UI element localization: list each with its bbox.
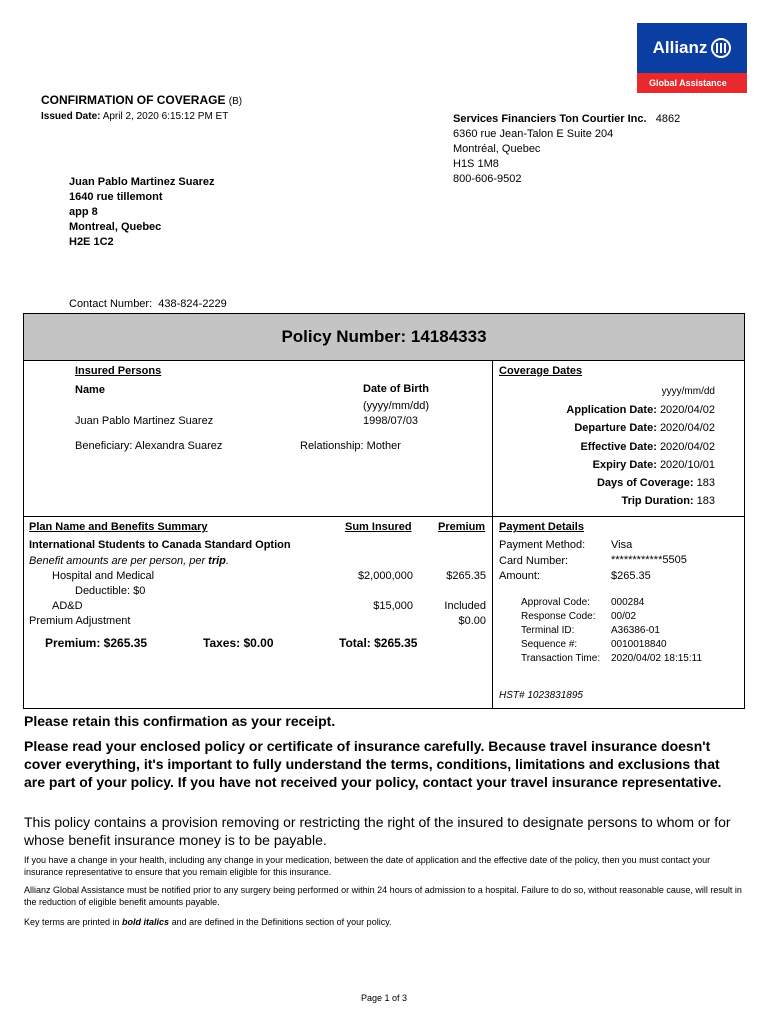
plan-name: International Students to Canada Standard Option [29, 539, 291, 551]
issued-date-value: April 2, 2020 6:15:12 PM ET [102, 111, 229, 122]
insured-person-name: Juan Pablo Martinez Suarez [75, 415, 214, 427]
payment-method-label: Payment Method: [499, 539, 586, 551]
coverage-value: 2020/04/02 [659, 404, 715, 416]
insured-name-header: Name [75, 384, 105, 396]
transaction-time-label: Transaction Time: [521, 653, 601, 664]
insured-person-dob: 1998/07/03 [363, 415, 419, 427]
column-divider [492, 360, 493, 709]
premium-total: Premium: $265.35 [45, 636, 148, 650]
plan-note [29, 555, 229, 567]
approval-code-value: 000284 [611, 597, 645, 608]
coverage-value: 183 [696, 477, 715, 489]
provision-notice: This policy contains a provision removing or restricting the right of the insured to designate persons to whom or for whose benefit insurance money is to be payable. [24, 814, 731, 848]
coverage-date-format: yyyy/mm/dd [661, 386, 715, 397]
sum-insured-header: Sum Insured [345, 521, 412, 533]
insured-dob-header: Date of Birth [363, 383, 429, 395]
beneficiary-relationship: Relationship: Mother [300, 440, 401, 452]
key-terms-prefix: Key terms are printed in [24, 917, 123, 927]
transaction-time-value: 2020/04/02 18:15:11 [611, 653, 703, 664]
issued-date [41, 111, 228, 122]
plan-note-term: trip [208, 555, 226, 567]
coverage-label: Trip Duration: [621, 495, 694, 507]
policy-number-value: 14184333 [410, 327, 487, 346]
insured-section-title: Insured Persons [75, 365, 162, 377]
coverage-value: 2020/04/02 [659, 422, 715, 434]
coverage-row [500, 495, 715, 507]
client-unit: app 8 [69, 206, 98, 218]
response-code-label: Response Code: [521, 611, 596, 622]
coverage-label: Application Date: [566, 404, 657, 416]
broker-phone: 800-606-9502 [453, 173, 522, 185]
key-terms-emphasis: bold italics [122, 917, 170, 927]
add-premium: Included [444, 600, 486, 612]
retain-notice: Please retain this confirmation as your receipt. [24, 713, 336, 729]
policy-number-header [24, 314, 744, 361]
coverage-row [500, 422, 715, 434]
sequence-label: Sequence #: [521, 639, 578, 650]
broker-city: Montréal, Quebec [453, 143, 541, 155]
coverage-label: Expiry Date: [592, 459, 657, 471]
card-number-value: ************5505 [611, 554, 687, 566]
insured-dob-format: (yyyy/mm/dd) [363, 400, 429, 412]
deductible: Deductible: $0 [75, 585, 146, 597]
hospital-label: Hospital and Medical [52, 570, 155, 582]
allianz-logo [637, 23, 747, 93]
plan-note-text: Benefit amounts are per person, per [29, 555, 209, 567]
coverage-label: Days of Coverage: [596, 477, 694, 489]
premium-header: Premium [438, 521, 486, 533]
coverage-label: Effective Date: [580, 441, 657, 453]
row-divider [24, 516, 744, 517]
payment-method-value: Visa [611, 539, 633, 551]
coverage-row [500, 441, 715, 453]
client-postal: H2E 1C2 [69, 236, 114, 248]
taxes-total: Taxes: $0.00 [203, 636, 274, 650]
coverage-value: 2020/04/02 [659, 441, 715, 453]
approval-code-label: Approval Code: [521, 597, 590, 608]
client-city: Montreal, Quebec [69, 221, 162, 233]
key-terms-notice [24, 916, 744, 928]
document-title-text: CONFIRMATION OF COVERAGE [41, 93, 226, 107]
sequence-value: 0010018840 [611, 639, 667, 650]
broker-name: Services Financiers Ton Courtier Inc. [453, 113, 647, 125]
add-sum: $15,000 [373, 600, 413, 612]
card-number-label: Card Number: [499, 555, 569, 567]
surgery-notice: Allianz Global Assistance must be notified prior to any surgery being performed or within 24 hours of admission to a hospital. Failure to do so, without reasonable cause, will result in the reduction of eligible benefit amounts payable. [24, 885, 742, 907]
adjustment-label: Premium Adjustment [29, 615, 131, 627]
payment-section-title: Payment Details [499, 521, 584, 533]
broker-address: 6360 rue Jean-Talon E Suite 204 [453, 128, 614, 140]
coverage-value: 2020/10/01 [659, 459, 715, 471]
response-code-value: 00/02 [611, 611, 637, 622]
plan-section-title: Plan Name and Benefits Summary [29, 521, 208, 533]
add-label: AD&D [52, 600, 83, 612]
client-name: Juan Pablo Martinez Suarez [69, 176, 215, 188]
logo-subtitle: Global Assistance [637, 73, 747, 93]
hospital-sum: $2,000,000 [357, 570, 413, 582]
coverage-label: Departure Date: [574, 422, 657, 434]
client-street: 1640 rue tillemont [69, 191, 163, 203]
policy-number-label: Policy Number: [281, 327, 407, 346]
read-policy-notice: Please read your enclosed policy or certificate of insurance carefully. Because travel insurance doesn't cover everything, it's important to fully understand the terms, conditions, limitations and exclusions that are part of your policy. If you have not received your policy, contact your travel insurance representative. [24, 738, 722, 790]
plan-note-end: . [225, 555, 229, 567]
coverage-row [500, 404, 715, 416]
terminal-id-value: A36386-01 [611, 625, 660, 636]
key-terms-suffix: and are defined in the Definitions section of your policy. [169, 917, 392, 927]
amount-label: Amount: [499, 570, 540, 582]
logo-brand-text: Allianz [652, 38, 708, 57]
terminal-id-label: Terminal ID: [521, 625, 575, 636]
coverage-section-title: Coverage Dates [499, 365, 583, 377]
allianz-eagle-icon [711, 38, 731, 58]
logo-brand-bar [637, 23, 747, 73]
client-address-block [69, 175, 214, 250]
beneficiary: Beneficiary: Alexandra Suarez [75, 440, 223, 452]
document-title [41, 93, 242, 107]
broker-postal: H1S 1M8 [453, 158, 499, 170]
issued-date-label: Issued Date: [41, 111, 101, 122]
adjustment-premium: $0.00 [458, 615, 486, 627]
coverage-row [500, 477, 715, 489]
grand-total: Total: $265.35 [339, 636, 418, 650]
coverage-value: 183 [696, 495, 715, 507]
broker-block [453, 112, 680, 187]
hospital-premium: $265.35 [446, 570, 486, 582]
contact-value: 438-824-2229 [158, 298, 227, 310]
amount-value: $265.35 [611, 570, 651, 582]
health-change-notice: If you have a change in your health, including any change in your medication, between the date of application and the effective date of the policy, then you must contact your insurance representative to ensure that you remain eligible for this insurance. [24, 855, 711, 877]
page-number: Page 1 of 3 [360, 993, 408, 1003]
contact-number [69, 298, 227, 310]
broker-code: 4862 [655, 113, 681, 125]
hst-number: HST# 1023831895 [499, 690, 583, 701]
contact-label: Contact Number: [69, 298, 153, 310]
coverage-row [500, 459, 715, 471]
document-title-suffix: (B) [228, 96, 243, 107]
